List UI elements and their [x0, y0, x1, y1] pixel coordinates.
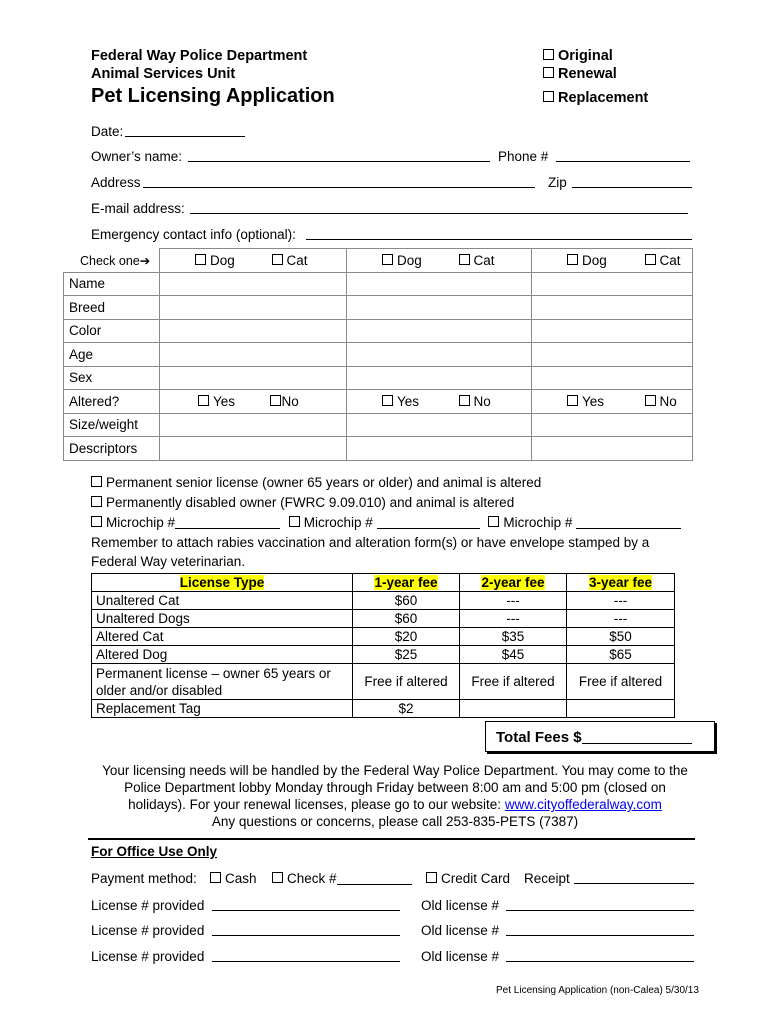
pet1-cat-option[interactable]: Cat	[252, 249, 347, 273]
microchip-3[interactable]: Microchip #	[488, 515, 681, 530]
pet3-altered-yes[interactable]: Yes	[532, 390, 625, 414]
reminder-text-1: Remember to attach rabies vaccination and alteration form(s) or have envelope stamped by a	[91, 535, 650, 550]
pet1-color-field[interactable]	[160, 319, 347, 343]
phone-label: Phone #	[498, 149, 549, 164]
license-provided-label-1: License # provided	[91, 898, 205, 913]
address-field[interactable]	[143, 174, 535, 188]
email-field[interactable]	[190, 200, 688, 214]
license-provided-field-1[interactable]	[212, 897, 400, 911]
pet1-descriptors-field[interactable]	[160, 437, 347, 461]
microchip-3-checkbox[interactable]	[488, 516, 499, 527]
table-row: Permanent license – owner 65 years or older and/or disabled Free if altered Free if altered Free if altered	[92, 664, 675, 700]
original-checkbox[interactable]	[543, 49, 554, 60]
pet3-no-checkbox[interactable]	[645, 395, 656, 406]
pet2-age-field[interactable]	[347, 343, 532, 367]
renewal-checkbox[interactable]	[543, 67, 554, 78]
owner-name-field[interactable]	[188, 148, 490, 162]
license-provided-field-3[interactable]	[212, 948, 400, 962]
senior-checkbox[interactable]	[91, 476, 102, 487]
option-replacement[interactable]: Replacement	[543, 90, 648, 106]
reminder-text-2: Federal Way veterinarian.	[91, 554, 246, 569]
microchip-1-field[interactable]	[175, 516, 280, 529]
footer-text: Pet Licensing Application (non-Calea) 5/30/13	[496, 985, 699, 996]
check-checkbox[interactable]	[272, 872, 283, 883]
info-line-1: Your licensing needs will be handled by the Federal Way Police Department. You may come to the	[102, 763, 688, 778]
old-license-field-1[interactable]	[506, 897, 694, 911]
unit-name: Animal Services Unit	[91, 66, 236, 82]
office-use-title: For Office Use Only	[91, 844, 218, 859]
pet3-name-field[interactable]	[532, 272, 693, 296]
row-label-age: Age	[64, 343, 160, 367]
date-label: Date:	[91, 124, 124, 139]
pet3-descriptors-field[interactable]	[532, 437, 693, 461]
pet2-name-field[interactable]	[347, 272, 532, 296]
microchip-3-field[interactable]	[576, 516, 681, 529]
receipt-field[interactable]	[574, 870, 694, 884]
phone-field[interactable]	[556, 148, 690, 162]
pet1-yes-checkbox[interactable]	[198, 395, 209, 406]
pet2-dog-checkbox[interactable]	[382, 254, 393, 265]
old-license-field-3[interactable]	[506, 948, 694, 962]
pet1-dog-option[interactable]: Dog	[160, 249, 252, 273]
header-3-year: 3-year fee	[567, 574, 675, 592]
header-license-type: License Type	[92, 574, 353, 592]
row-label-descriptors: Descriptors	[64, 437, 160, 461]
microchip-2-checkbox[interactable]	[289, 516, 300, 527]
emergency-field[interactable]	[306, 226, 692, 240]
pet1-altered-yes[interactable]: Yes	[160, 390, 252, 414]
info-paragraph	[80, 762, 710, 830]
pet1-size-field[interactable]	[160, 413, 347, 437]
office-divider	[88, 838, 695, 840]
pet2-altered-yes[interactable]: Yes	[347, 390, 439, 414]
option-renewal[interactable]: Renewal	[543, 66, 617, 82]
pet3-altered-no[interactable]: No	[625, 390, 693, 414]
receipt-label: Receipt	[524, 871, 570, 886]
row-label-name: Name	[64, 272, 160, 296]
microchip-2-field[interactable]	[377, 516, 480, 529]
pet3-breed-field[interactable]	[532, 296, 693, 320]
senior-license-option[interactable]: Permanent senior license (owner 65 years or older) and animal is altered	[91, 475, 541, 490]
info-line-4: Any questions or concerns, please call 253-835-PETS (7387)	[211, 814, 579, 829]
pet3-cat-option[interactable]: Cat	[625, 249, 693, 273]
old-license-label-2: Old license #	[421, 923, 500, 938]
payment-method-label: Payment method:	[91, 871, 197, 886]
website-link[interactable]: www.cityoffederalway.com	[504, 797, 662, 812]
table-row: Unaltered Dogs $60 --- ---	[92, 610, 675, 628]
table-row: Replacement Tag $2	[92, 700, 675, 718]
microchip-1-checkbox[interactable]	[91, 516, 102, 527]
old-license-label-1: Old license #	[421, 898, 500, 913]
pet2-dog-option[interactable]: Dog	[347, 249, 439, 273]
row-label-size: Size/weight	[64, 413, 160, 437]
address-label: Address	[91, 175, 141, 190]
cash-checkbox[interactable]	[210, 872, 221, 883]
old-license-label-3: Old license #	[421, 949, 500, 964]
pet3-size-field[interactable]	[532, 413, 693, 437]
header-1-year: 1-year fee	[353, 574, 460, 592]
zip-label: Zip	[548, 175, 567, 190]
pet2-no-checkbox[interactable]	[459, 395, 470, 406]
pet3-sex-field[interactable]	[532, 366, 693, 390]
department-name: Federal Way Police Department	[91, 48, 308, 64]
credit-card-option[interactable]: Credit Card	[426, 871, 510, 886]
row-label-sex: Sex	[64, 366, 160, 390]
pet1-name-field[interactable]	[160, 272, 347, 296]
pet-table	[63, 248, 693, 461]
table-row: Unaltered Cat $60 --- ---	[92, 592, 675, 610]
pet3-dog-checkbox[interactable]	[567, 254, 578, 265]
microchip-1[interactable]: Microchip #	[91, 515, 280, 530]
cash-option[interactable]: Cash	[210, 871, 257, 886]
license-provided-label-2: License # provided	[91, 923, 205, 938]
pet3-age-field[interactable]	[532, 343, 693, 367]
pet2-descriptors-field[interactable]	[347, 437, 532, 461]
table-row: Altered Dog $25 $45 $65	[92, 646, 675, 664]
row-label-breed: Breed	[64, 296, 160, 320]
disabled-owner-option[interactable]: Permanently disabled owner (FWRC 9.09.010) and animal is altered	[91, 495, 514, 510]
owner-label: Owner’s name:	[91, 149, 183, 164]
pet1-breed-field[interactable]	[160, 296, 347, 320]
option-original[interactable]: Original	[543, 48, 613, 64]
check-option[interactable]: Check #	[272, 871, 412, 886]
microchip-row	[91, 515, 681, 530]
pet1-altered-no[interactable]: No	[252, 390, 347, 414]
emergency-label: Emergency contact info (optional):	[91, 227, 296, 242]
pet2-altered-no[interactable]: No	[439, 390, 532, 414]
check-one-label: Check one➔	[80, 254, 151, 268]
pet2-breed-field[interactable]	[347, 296, 532, 320]
pet2-size-field[interactable]	[347, 413, 532, 437]
table-row: Altered Cat $20 $35 $50	[92, 628, 675, 646]
pet1-age-field[interactable]	[160, 343, 347, 367]
credit-card-checkbox[interactable]	[426, 872, 437, 883]
date-field[interactable]	[125, 123, 245, 137]
pet1-cat-checkbox[interactable]	[272, 254, 283, 265]
pet3-dog-option[interactable]: Dog	[532, 249, 625, 273]
microchip-2[interactable]: Microchip #	[289, 515, 480, 530]
replacement-checkbox[interactable]	[543, 91, 554, 102]
pet3-color-field[interactable]	[532, 319, 693, 343]
pet1-no-checkbox[interactable]	[270, 395, 281, 406]
header-2-year: 2-year fee	[460, 574, 567, 592]
pet3-yes-checkbox[interactable]	[567, 395, 578, 406]
row-label-color: Color	[64, 319, 160, 343]
email-label: E-mail address:	[91, 201, 185, 216]
pet3-cat-checkbox[interactable]	[645, 254, 656, 265]
pet2-color-field[interactable]	[347, 319, 532, 343]
pet2-yes-checkbox[interactable]	[382, 395, 393, 406]
info-line-3: holidays). For your renewal licenses, please go to our website: www.cityoffederalway.com	[128, 797, 662, 812]
page-title: Pet Licensing Application	[91, 85, 335, 107]
license-provided-label-3: License # provided	[91, 949, 205, 964]
zip-field[interactable]	[572, 174, 692, 188]
pet2-sex-field[interactable]	[347, 366, 532, 390]
pet2-cat-option[interactable]: Cat	[439, 249, 532, 273]
fee-table	[91, 573, 675, 718]
old-license-field-2[interactable]	[506, 922, 694, 936]
license-provided-field-2[interactable]	[212, 922, 400, 936]
total-fees-box[interactable]	[485, 721, 715, 752]
total-fees-label: Total Fees $	[496, 729, 582, 746]
check-number-field[interactable]	[337, 872, 412, 885]
pet1-sex-field[interactable]	[160, 366, 347, 390]
disabled-checkbox[interactable]	[91, 496, 102, 507]
pet1-dog-checkbox[interactable]	[195, 254, 206, 265]
total-fees-field[interactable]	[582, 730, 692, 744]
pet2-cat-checkbox[interactable]	[459, 254, 470, 265]
info-line-2: Police Department lobby Monday through Friday between 8:00 am and 5:00 pm (closed on	[124, 780, 666, 795]
row-label-altered: Altered?	[64, 390, 160, 414]
